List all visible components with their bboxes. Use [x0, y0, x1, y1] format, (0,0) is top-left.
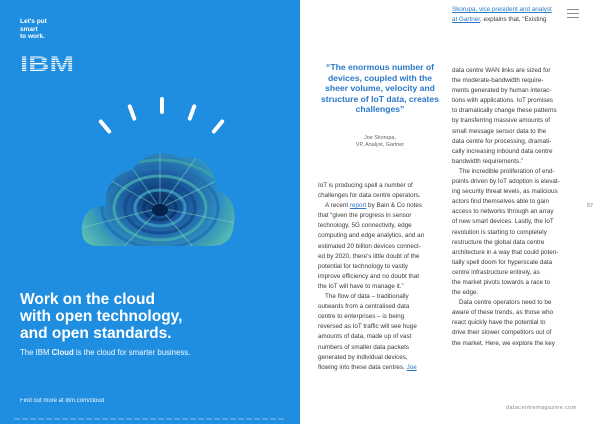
quote-author: Joe Skorupa,: [364, 135, 396, 141]
skorupa-link[interactable]: Skorupa, vice president and analyst: [452, 6, 552, 13]
ibm-logo: [20, 54, 74, 72]
ray-icon: [160, 97, 164, 114]
article-column-2-top: Skorupa, vice president and analyst at Gartner, explains that, “Existing: [452, 6, 552, 24]
ray-icon: [127, 104, 137, 121]
site-url[interactable]: datacentremagazine.com: [506, 405, 577, 411]
ad-legal-divider: [14, 418, 284, 420]
quote-role: VP, Analyst, Gartner: [355, 142, 405, 148]
page-number: 57: [587, 203, 594, 209]
article-column-2: data centre WAN links are sized for the moderate-bandwidth require- ments generated by human interac- tions with applications. IoT promises to dramatically change these patterns by transferring massive amounts of small message sensor data to the data centre for processing, dramati- cally increasing inbound data centre bandwidth requirements.” The incredible proliferation of end- points driven by IoT adoption is elevat- ing security threat levels, as malicious actors find themselves able to gain access to networks through an array of new smart devices. Lastly, the IoT revolution is starting to completely restructure the global data centre architecture in a way that could poten- tially spell doom for hyperscale data centre infrastructure entirely, as the market pivots towards a race to the edge. Data centre operators need to be aware of these trends, as those who react quickly have the potential to drive their slower competitors out of the market. Here, we explore the key: [452, 67, 560, 347]
gartner-link[interactable]: at Gartner: [452, 16, 481, 24]
ad-tagline: Let's put smart to work.: [20, 18, 47, 40]
ad-footer-link[interactable]: Find out more at ibm.com/cloud: [20, 398, 105, 404]
pull-quote-attribution: [318, 135, 442, 149]
ad-subheadline: The IBM Cloud is the cloud for smarter business.: [20, 348, 191, 357]
ad-headline: Work on the cloud with open technology, and open standards.: [20, 291, 183, 342]
report-link[interactable]: report: [349, 202, 367, 210]
ibm-logo-text: IBM: [20, 54, 74, 72]
joe-skorupa-link[interactable]: Joe: [406, 363, 417, 371]
cloud-illustration-icon: [78, 128, 238, 258]
ray-icon: [187, 104, 197, 121]
article-column-1: IoT is producing spell a number of challenges for data centre operators. A recent report by Bain & Co notes that “given the progress in sensor technology, 5G connectivity, edge computing and edge analytics, and an estimated 20 billion devices connect- ed by 2020, there's little doubt of the potential for technology to vastly improve efficiency and no doubt that the IoT will have to manage it.” The flow of data – traditionally outwards from a centralised data centre to enterprises – is being reversed as IoT traffic will see huge amounts of data, made up of vast numbers of smaller data packets generated by individual devices, flowing into these data centres. Joe: [318, 182, 425, 371]
pull-quote: “The enormous number of devices, coupled with the sheer volume, velocity and structure of IoT data, creates challenges”: [321, 62, 439, 115]
